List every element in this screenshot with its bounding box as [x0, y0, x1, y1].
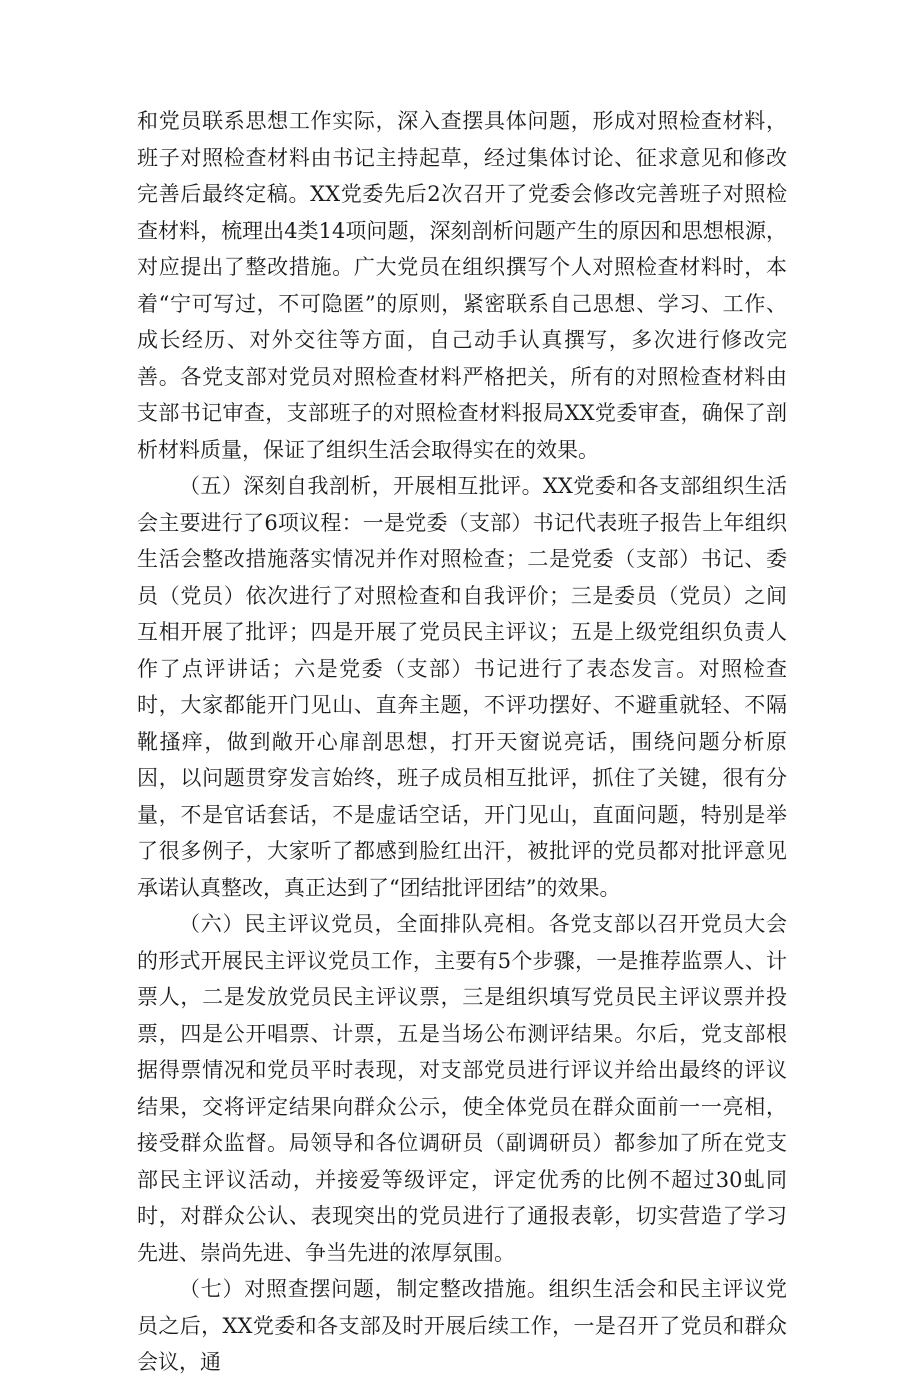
paragraph-section-5: （五）深刻自我剖析，开展相互批评。XX党委和各支部组织生活会主要进行了6项议程：一是党委（支部）书记代表班子报告上年组织生活会整改措施落实情况并作对照检查；二是党委（支部）书记、委员（党员）依次进行了对照检查和自我评价；三是委员（党员）之间互相开展了批评；四是开展了党员民主评议；五是上级党组织负责人作了点评讲话；六是党委（支部）书记进行了表态发言。对照检查时，大家都能开门见山、直奔主题，不评功摆好、不避重就轻、不隔靴搔痒，做到敞开心扉剖思想，打开天窗说亮话，围绕问题分析原因，以问题贯穿发言始终，班子成员相互批评，抓住了关键，很有分量，不是官话套话，不是虚话空话，开门见山，直面问题，特别是举了很多例子，大家听了都感到脸红出汗，被批评的党员都对批评意见承诺认真整改，真正达到了“团结批评团结”的效果。: [137, 474, 787, 900]
paragraph-section-6: （六）民主评议党员，全面排队亮相。各党支部以召开党员大会的形式开展民主评议党员工作，主要有5个步骤，一是推荐监票人、计票人，二是发放党员民主评议票，三是组织填写党员民主评议票并投票，四是公开唱票、计票，五是当场公布测评结果。尔后，党支部根据得票情况和党员平时表现，对支部党员进行评议并给出最终的评议结果，交将评定结果向群众公示，使全体党员在群众面前一一亮相，接受群众监督。局领导和各位调研员（副调研员）都参加了所在党支部民主评议活动，并接爱等级评定，评定优秀的比例不超过30虬同时，对群众公认、表现突出的党员进行了通报表彰，切实营造了学习先进、崇尚先进、争当先进的浓厚氛围。: [137, 912, 787, 1265]
paragraph-continuation: 和党员联系思想工作实际，深入查摆具体问题，形成对照检查材料，班子对照检查材料由书记主持起草，经过集体讨论、征求意见和修改完善后最终定稿。XX党委先后2次召开了党委会修改完善班子对照检查材料，梳理出4类14项问题，深刻剖析问题产生的原因和思想根源，对应提出了整改措施。广大党员在组织撰写个人对照检查材料时，本着“宁可写过，不可隐匿”的原则，紧密联系自己思想、学习、工作、成长经历、对外交往等方面，自己动手认真撰写，多次进行修改完善。各党支部对党员对照检查材料严格把关，所有的对照检查材料由支部书记审查，支部班子的对照检查材料报局XX党委审查，确保了剖析材料质量，保证了组织生活会取得实在的效果。: [137, 109, 787, 462]
document-body: [137, 103, 787, 1381]
paragraph-section-7: （七）对照查摆问题，制定整改措施。组织生活会和民主评议党员之后，XX党委和各支部及时开展后续工作，一是召开了党员和群众会议，通: [137, 1277, 787, 1374]
